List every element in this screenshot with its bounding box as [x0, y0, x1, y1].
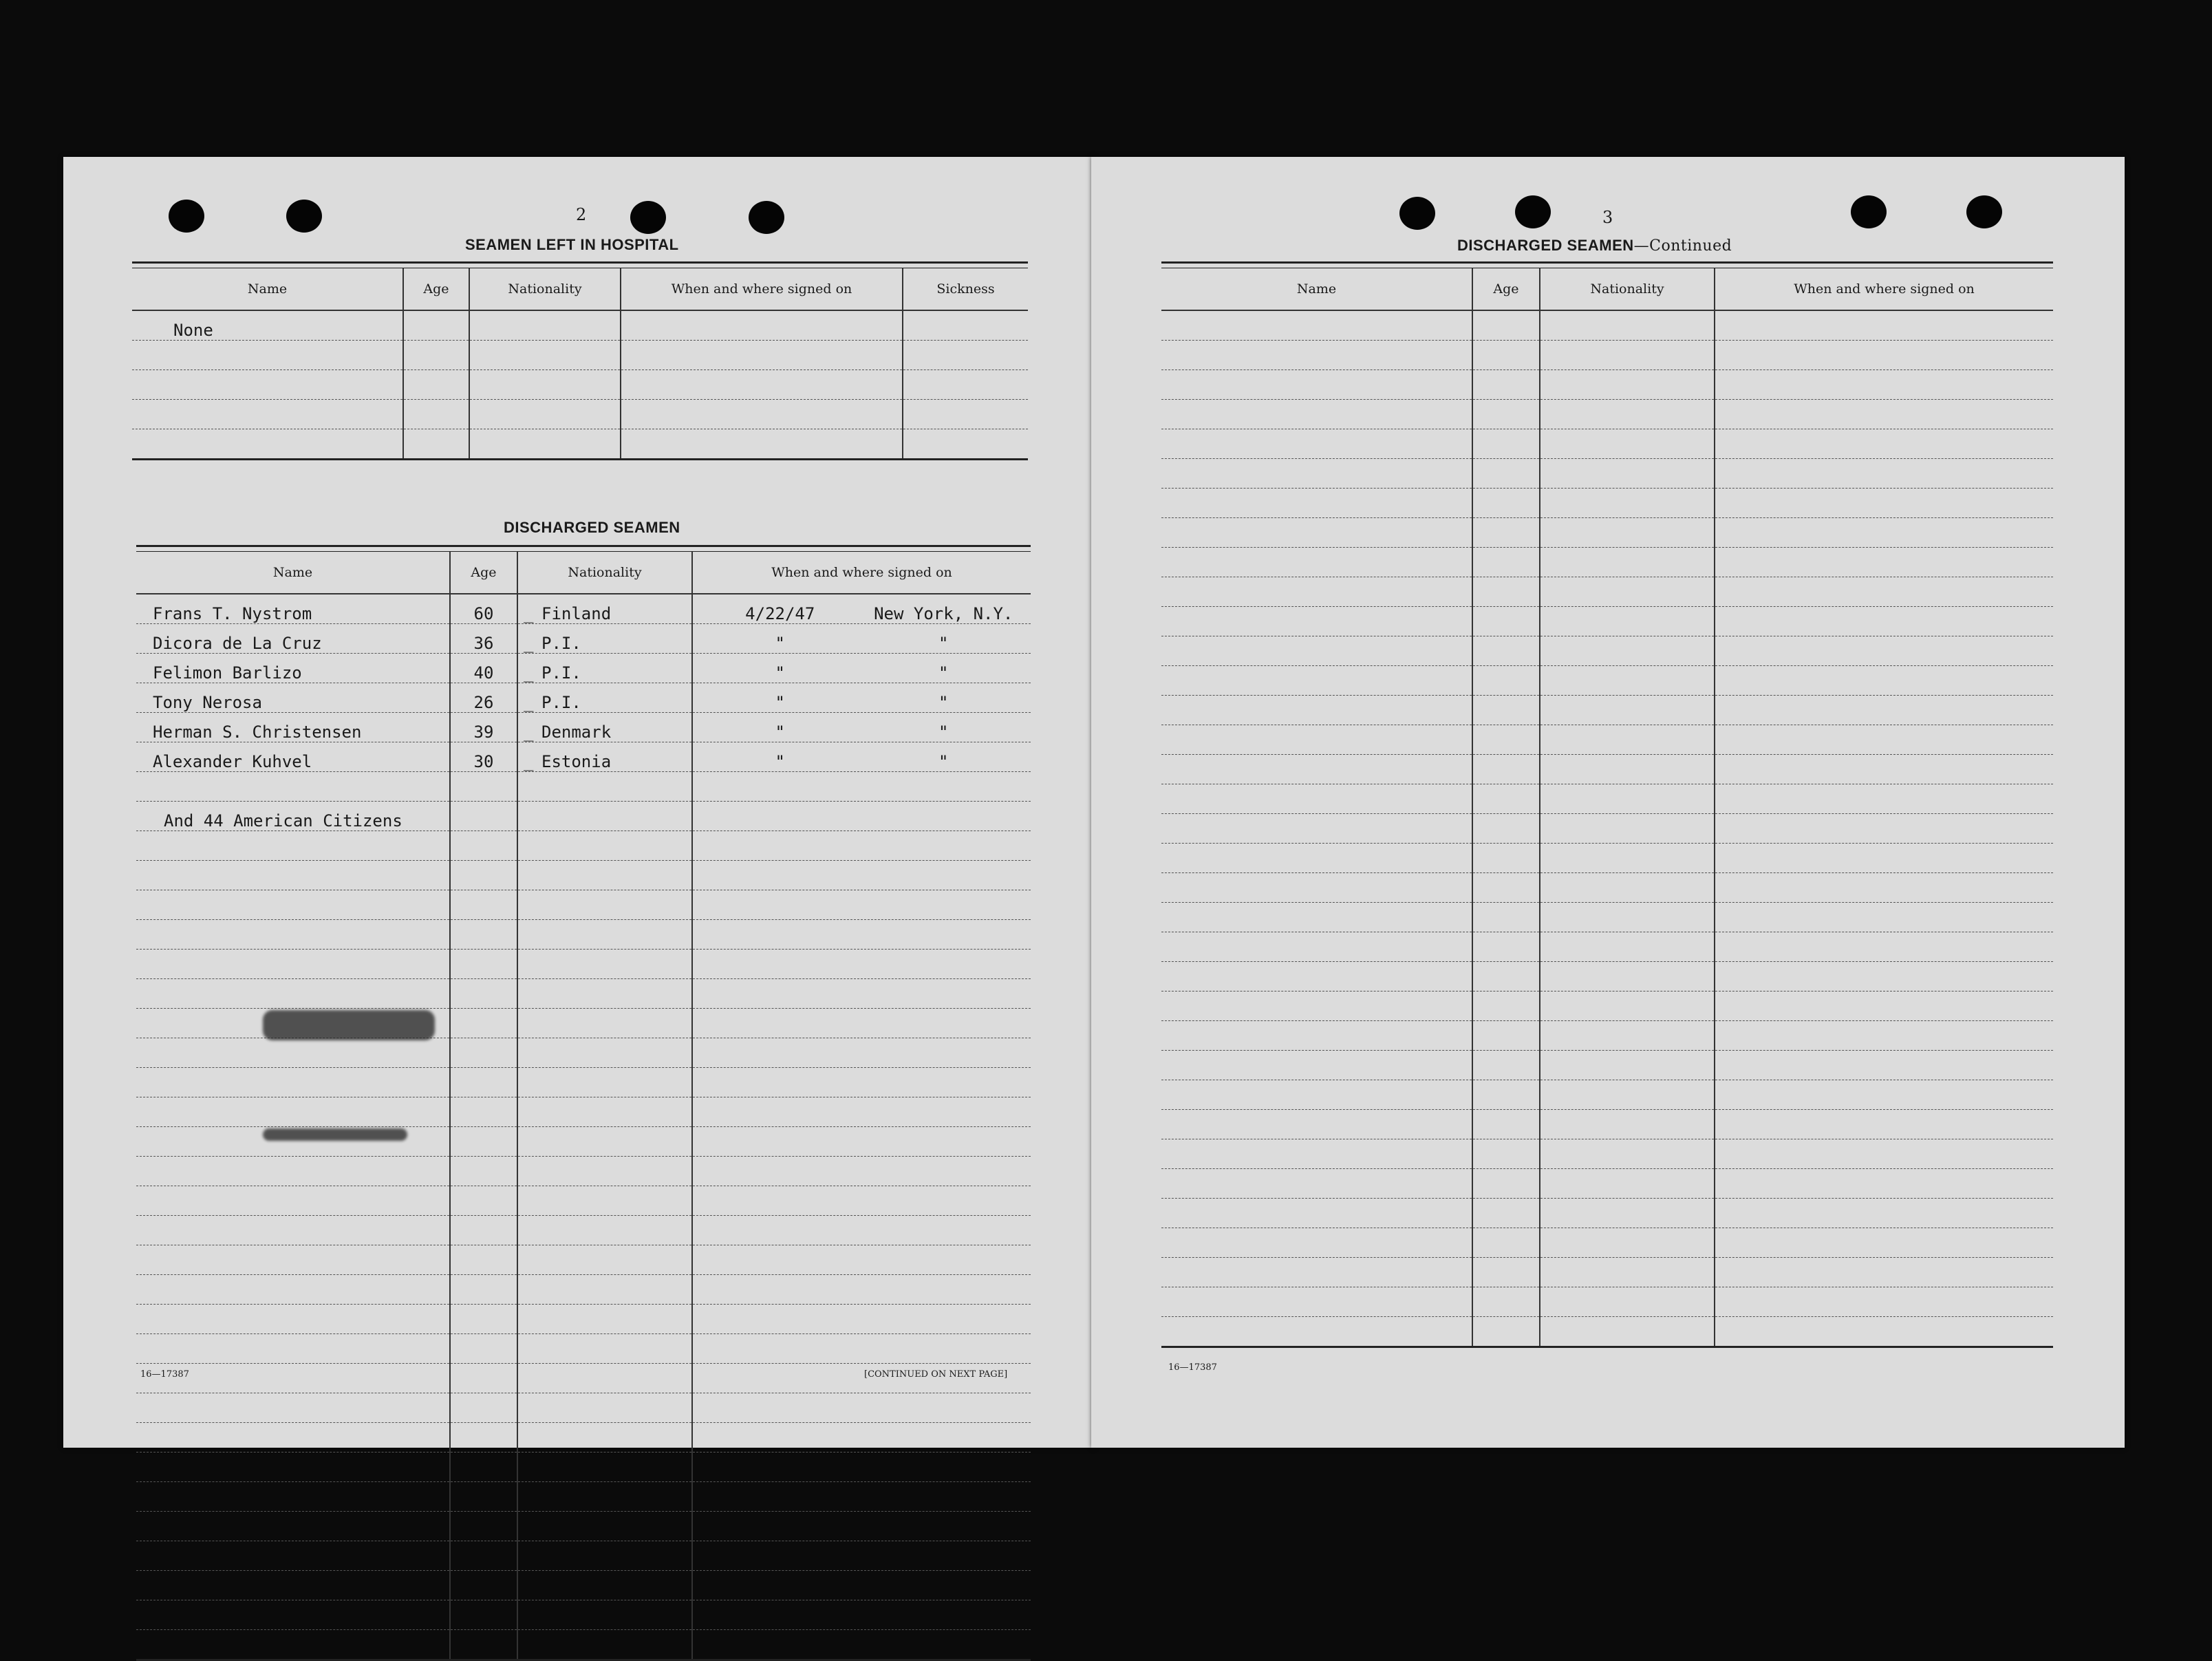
- punch-hole: [286, 200, 322, 233]
- seaman-nationality-cell: _ Estonia: [517, 742, 692, 772]
- signed-on-date: ": [775, 693, 785, 712]
- table-row: [1161, 755, 2053, 784]
- seaman-name: Dicora de La Cruz: [136, 624, 450, 654]
- signed-on-date: ": [775, 752, 785, 771]
- table-row: [136, 920, 1031, 950]
- double-rule: [136, 545, 1031, 552]
- table-row: [1161, 903, 2053, 932]
- table-row: [1161, 607, 2053, 636]
- seaman-nationality-cell: _ Denmark: [517, 713, 692, 742]
- column-header-age: Age: [450, 552, 517, 594]
- table-row: [136, 1038, 1031, 1068]
- seaman-signed-on-cell: [692, 624, 1031, 654]
- table-row: [136, 831, 1031, 861]
- column-header-nationality: Nationality: [1540, 268, 1715, 310]
- double-rule: [1161, 261, 2053, 268]
- section-title-text: DISCHARGED SEAMEN: [1457, 237, 1634, 254]
- signed-on-place: New York, N.Y.: [874, 604, 1013, 623]
- table-row: [136, 1600, 1031, 1630]
- seaman-age: 60: [450, 594, 517, 624]
- table-row: [1161, 1287, 2053, 1317]
- hospital-table: [132, 268, 1028, 460]
- seaman-nationality: P.I.: [541, 634, 581, 653]
- punch-hole: [630, 201, 666, 234]
- page-number: 2: [576, 205, 587, 224]
- seaman-nationality-cell: _ P.I.: [517, 654, 692, 683]
- table-row: [1161, 341, 2053, 370]
- table-row: [1161, 1317, 2053, 1347]
- seaman-nationality: Denmark: [541, 722, 612, 742]
- table-row: [1161, 1169, 2053, 1199]
- signed-on-date: ": [775, 663, 785, 683]
- table-row: [1161, 666, 2053, 696]
- table-row: [132, 429, 1028, 460]
- seaman-nationality: P.I.: [541, 693, 581, 712]
- table-row: [1161, 636, 2053, 666]
- table-row: [1161, 1051, 2053, 1080]
- signed-on-place: ": [938, 634, 949, 653]
- column-header-name: Name: [136, 552, 450, 594]
- seaman-signed-on-cell: [692, 713, 1031, 742]
- table-row: [136, 1453, 1031, 1482]
- table-row: [136, 683, 1031, 713]
- punch-hole: [1515, 195, 1551, 228]
- table-row: [1161, 873, 2053, 903]
- seaman-name: Herman S. Christensen: [136, 713, 450, 742]
- table-row: [136, 1068, 1031, 1097]
- seaman-nationality: P.I.: [541, 663, 581, 683]
- table-row: [1161, 370, 2053, 400]
- table-row: [136, 1305, 1031, 1334]
- table-row: [1161, 489, 2053, 518]
- table-row: [1161, 548, 2053, 577]
- table-row: [136, 1512, 1031, 1541]
- column-header-name: Name: [1161, 268, 1472, 310]
- seaman-name: Alexander Kuhvel: [136, 742, 450, 772]
- column-header-name: Name: [132, 268, 403, 310]
- table-row: [132, 341, 1028, 370]
- table-row: [1161, 844, 2053, 873]
- signed-on-place: ": [938, 752, 949, 771]
- continued-note: [CONTINUED ON NEXT PAGE]: [864, 1369, 1008, 1380]
- table-row: [136, 802, 1031, 831]
- table-row: [1161, 992, 2053, 1021]
- seaman-signed-on-cell: [692, 742, 1031, 772]
- table-row: [136, 1216, 1031, 1245]
- signed-on-date: ": [775, 722, 785, 742]
- continued-table: [1161, 268, 2053, 1348]
- section-title-suffix: —Continued: [1633, 237, 1732, 255]
- table-row: [132, 370, 1028, 400]
- signed-on-place: ": [938, 663, 949, 683]
- page-number: 3: [1602, 208, 1613, 227]
- signed-on-date: ": [775, 634, 785, 653]
- table-row: [136, 861, 1031, 890]
- left-page: [63, 157, 1095, 1448]
- form-number: 16—17387: [140, 1369, 189, 1380]
- seaman-signed-on-cell: [692, 654, 1031, 683]
- table-row: [1161, 577, 2053, 607]
- signed-on-place: ": [938, 722, 949, 742]
- seaman-nationality-cell: _ Finland: [517, 594, 692, 624]
- discharged-section-title: DISCHARGED SEAMEN: [504, 519, 680, 536]
- punch-hole: [1851, 195, 1887, 228]
- table-row: [136, 594, 1031, 624]
- american-citizens-note: And 44 American Citizens: [136, 802, 450, 831]
- seaman-name: Frans T. Nystrom: [136, 594, 450, 624]
- seaman-signed-on-cell: [692, 683, 1031, 713]
- column-header-nationality: Nationality: [469, 268, 621, 310]
- table-row: [1161, 932, 2053, 962]
- table-row: [136, 742, 1031, 772]
- stamp-mark: [263, 1128, 407, 1141]
- table-row: [1161, 429, 2053, 459]
- table-row: [136, 1245, 1031, 1275]
- table-row: [1161, 696, 2053, 725]
- table-row: [1161, 1021, 2053, 1051]
- column-header-sickness: Sickness: [903, 268, 1028, 310]
- table-row: [136, 1541, 1031, 1571]
- punch-hole: [1399, 197, 1435, 230]
- seaman-age: 36: [450, 624, 517, 654]
- stamp-mark: [263, 1010, 435, 1040]
- seaman-age: 39: [450, 713, 517, 742]
- table-row: [1161, 518, 2053, 548]
- hospital-section-title: SEAMEN LEFT IN HOSPITAL: [465, 236, 679, 253]
- table-row: [1161, 814, 2053, 844]
- continued-section-title: [1457, 237, 1732, 255]
- seaman-age: 26: [450, 683, 517, 713]
- table-row: [1161, 784, 2053, 814]
- table-row: [136, 713, 1031, 742]
- table-row: [136, 950, 1031, 979]
- column-header-nationality: Nationality: [517, 552, 692, 594]
- seaman-signed-on-cell: [692, 594, 1031, 624]
- table-row: [136, 1334, 1031, 1364]
- table-row: [136, 1097, 1031, 1127]
- table-row: [1161, 1258, 2053, 1287]
- table-row: [1161, 310, 2053, 341]
- table-row: [1161, 1139, 2053, 1169]
- seaman-name: Felimon Barlizo: [136, 654, 450, 683]
- signed-on-date: 4/22/47: [745, 604, 815, 623]
- seaman-age: 30: [450, 742, 517, 772]
- table-row: [1161, 1228, 2053, 1258]
- table-row: [136, 1423, 1031, 1453]
- table-row: [1161, 1080, 2053, 1110]
- column-header-age: Age: [403, 268, 469, 310]
- table-row: [136, 890, 1031, 920]
- seaman-nationality: Estonia: [541, 752, 612, 771]
- form-number: 16—17387: [1168, 1362, 1217, 1373]
- table-row: [136, 1157, 1031, 1186]
- table-row: [136, 1630, 1031, 1660]
- punch-hole: [749, 201, 784, 234]
- table-row: [132, 400, 1028, 429]
- table-row: [136, 654, 1031, 683]
- seaman-name: Tony Nerosa: [136, 683, 450, 713]
- punch-hole: [169, 200, 204, 233]
- table-row: [136, 772, 1031, 802]
- table-row: [1161, 725, 2053, 755]
- table-row: [136, 624, 1031, 654]
- table-row: [1161, 459, 2053, 489]
- table-row: [1161, 400, 2053, 429]
- right-page: [1091, 157, 2125, 1448]
- column-header-age: Age: [1472, 268, 1540, 310]
- hospital-entry: None: [132, 310, 403, 341]
- discharged-table: [136, 552, 1031, 1661]
- table-row: [136, 1482, 1031, 1512]
- seaman-age: 40: [450, 654, 517, 683]
- table-row: [1161, 962, 2053, 992]
- table-row: [136, 1186, 1031, 1216]
- table-row: [136, 1275, 1031, 1305]
- column-header-signed-on: When and where signed on: [621, 268, 903, 310]
- table-row: [1161, 1199, 2053, 1228]
- table-row: [136, 1393, 1031, 1423]
- table-row: [136, 979, 1031, 1009]
- seaman-nationality-cell: _ P.I.: [517, 683, 692, 713]
- seaman-nationality-cell: _ P.I.: [517, 624, 692, 654]
- table-row: [136, 1571, 1031, 1600]
- table-row: [1161, 1110, 2053, 1139]
- table-row: [132, 310, 1028, 341]
- double-rule: [132, 261, 1028, 268]
- signed-on-place: ": [938, 693, 949, 712]
- column-header-signed-on: When and where signed on: [692, 552, 1031, 594]
- punch-hole: [1966, 195, 2002, 228]
- column-header-signed-on: When and where signed on: [1715, 268, 2053, 310]
- seaman-nationality: Finland: [541, 604, 612, 623]
